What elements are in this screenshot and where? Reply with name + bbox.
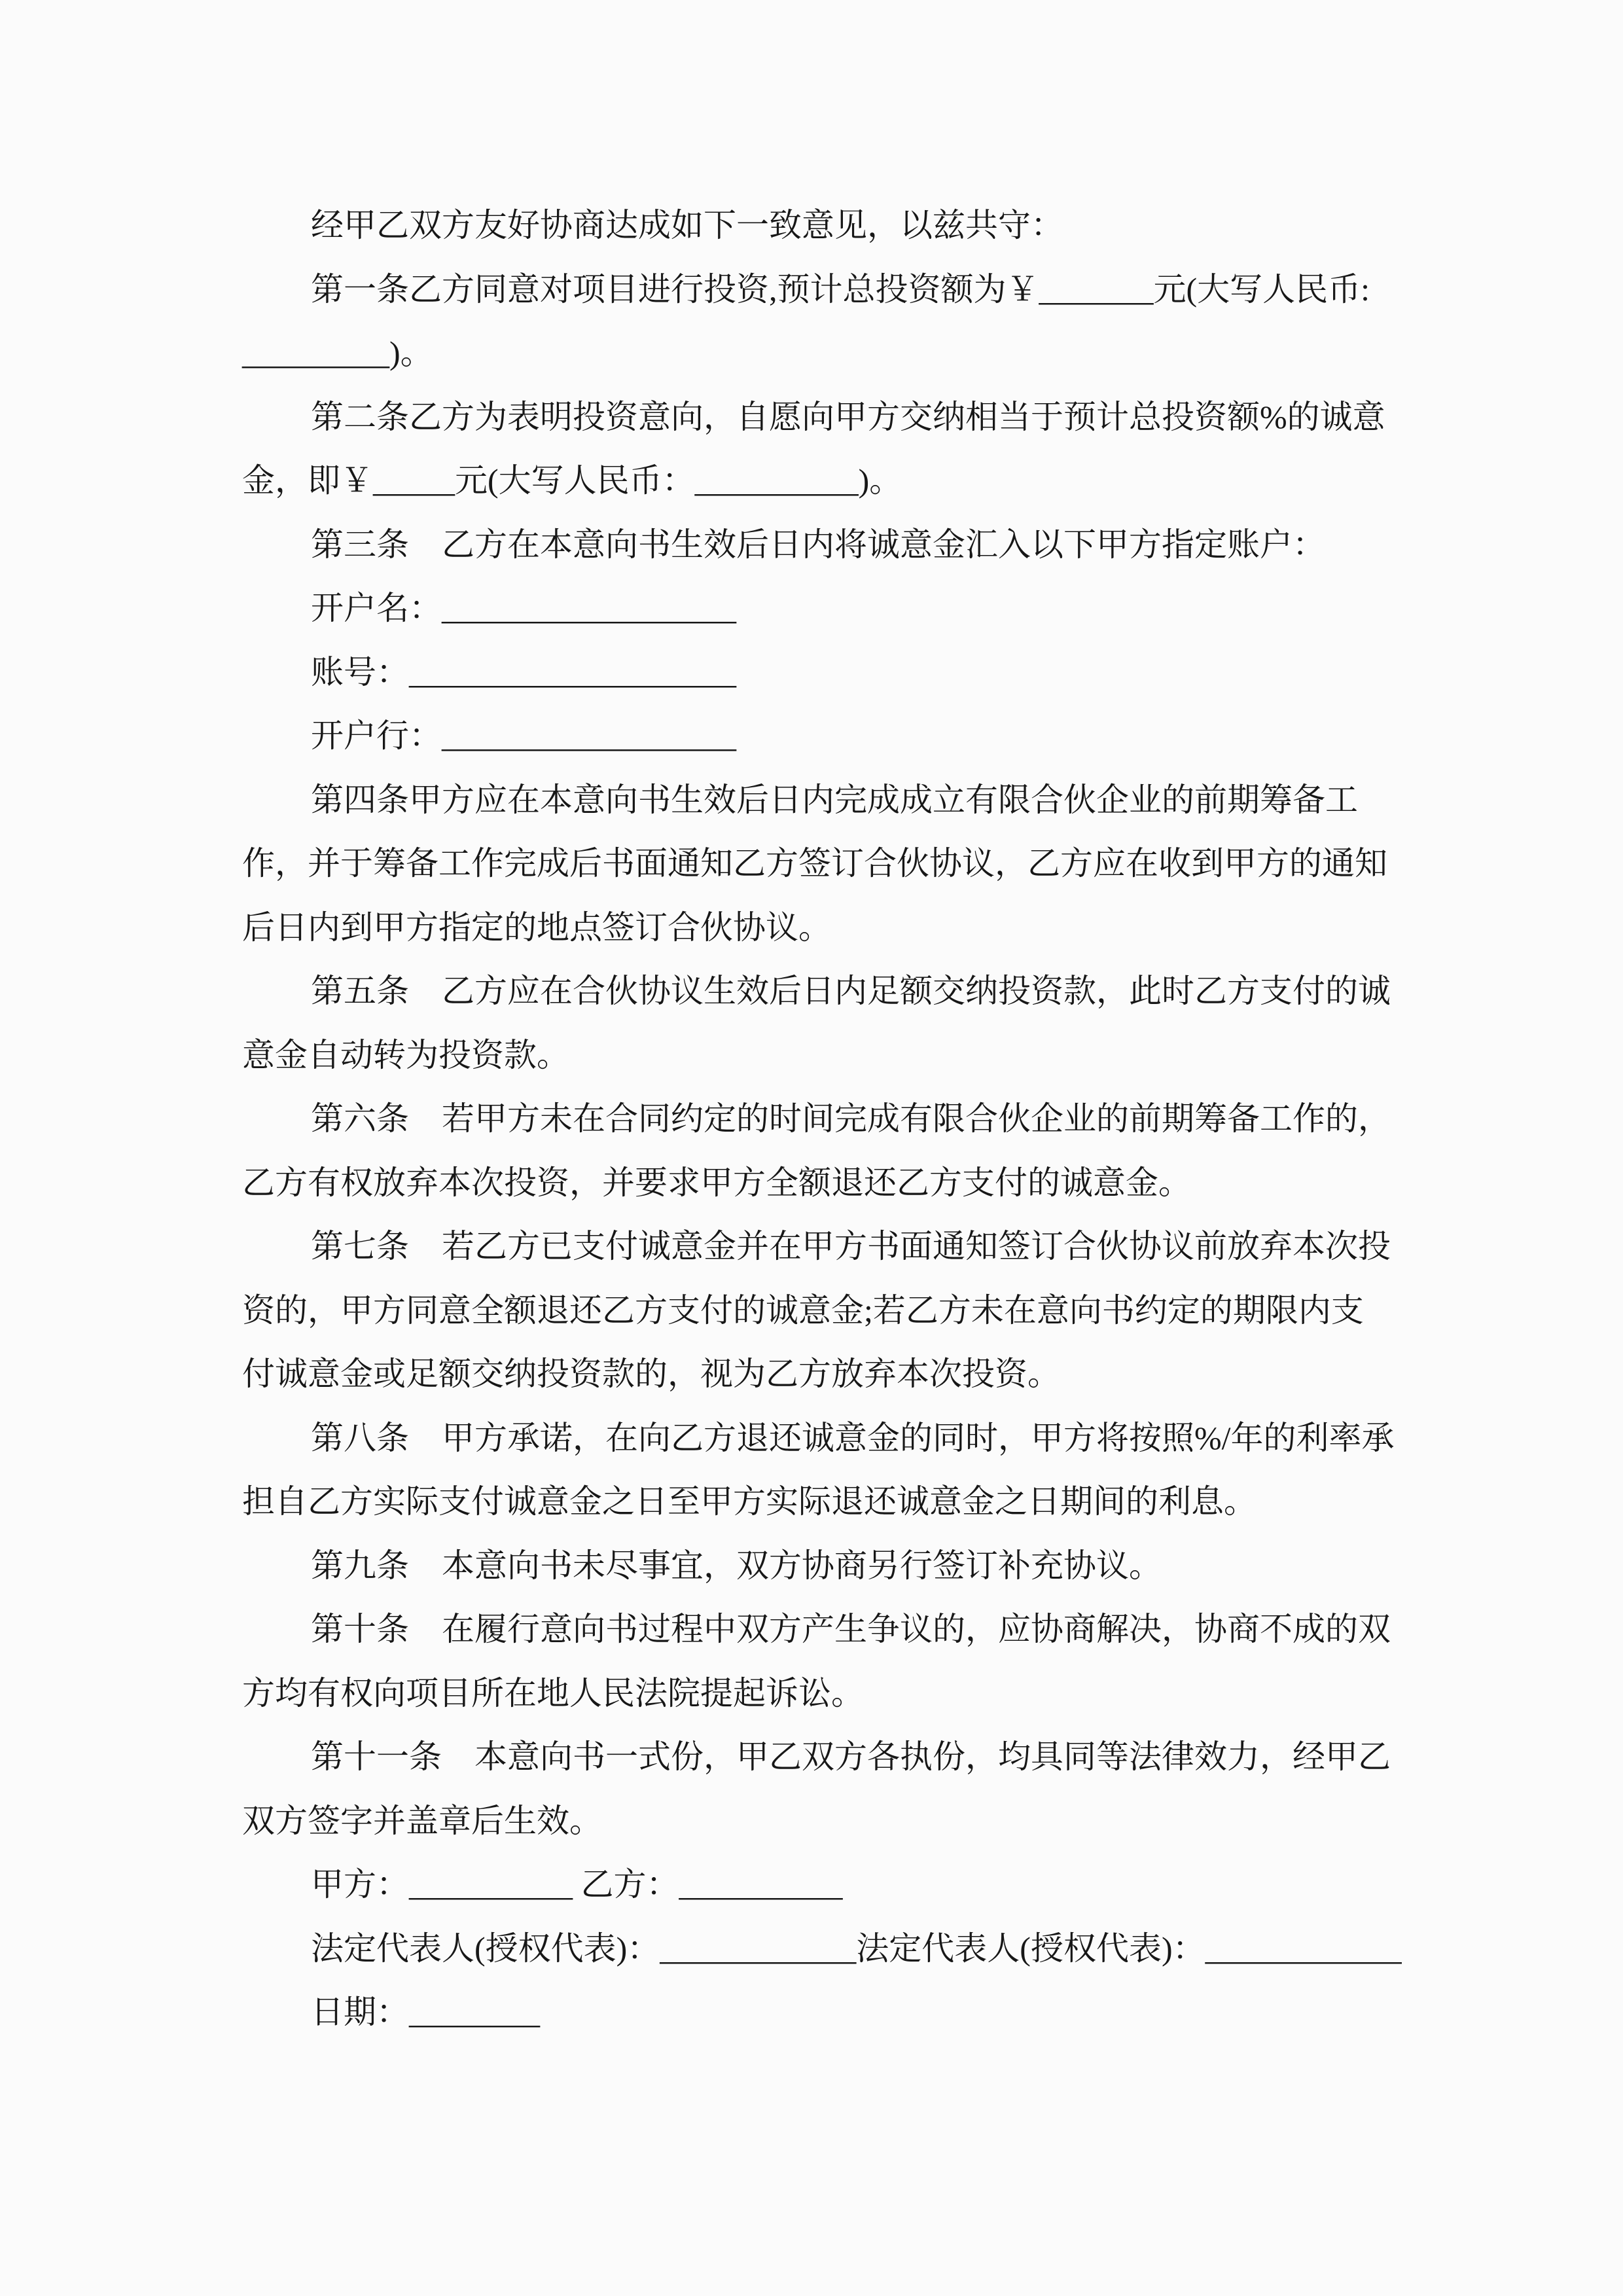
document-line: 方均有权向项目所在地人民法院提起诉讼。 [242,1674,864,1712]
document-line: 后日内到甲方指定的地点签订合伙协议。 [242,908,831,946]
document-line: 意金自动转为投资款。 [242,1036,569,1073]
document-line: _________)。 [242,334,433,371]
document-line: 开户名：__________________ [311,590,736,626]
document-line: 第七条 若乙方已支付诚意金并在甲方书面通知签订合伙协议前放弃本次投 [311,1228,1391,1265]
document-line: 第十一条 本意向书一式份，甲乙双方各执份，均具同等法律效力，经甲乙 [311,1738,1391,1775]
document-line: 第三条 乙方在本意向书生效后日内将诚意金汇入以下甲方指定账户： [311,526,1325,563]
document-line: 第五条 乙方应在合伙协议生效后日内足额交纳投资款，此时乙方支付的诚 [311,973,1391,1009]
document-line: 甲方：__________ 乙方：__________ [311,1866,843,1903]
document-line: 经甲乙双方友好协商达成如下一致意见，以兹共守： [311,207,1063,243]
document-line: 日期：________ [311,1994,540,2030]
document-line: 担自乙方实际支付诚意金之日至甲方实际退还诚意金之日期间的利息。 [242,1483,1257,1520]
document-line: 第八条 甲方承诺，在向乙方退还诚意金的同时，甲方将按照%/年的利率承 [311,1419,1395,1456]
document-line: 第一条乙方同意对项目进行投资,预计总投资额为￥_______元(大写人民币: [311,270,1370,308]
document-line: 付诚意金或足额交纳投资款的，视为乙方放弃本次投资。 [242,1355,1060,1392]
document-line: 金，即￥_____元(大写人民币：__________)。 [242,462,902,499]
document-line: 第四条甲方应在本意向书生效后日内完成成立有限合伙企业的前期筹备工 [311,781,1358,818]
document-line: 双方签字并盖章后生效。 [242,1802,602,1839]
document-line: 第二条乙方为表明投资意向，自愿向甲方交纳相当于预计总投资额%的诚意 [311,398,1385,435]
document-line: 第六条 若甲方未在合同约定的时间完成有限合伙企业的前期筹备工作的， [311,1100,1391,1137]
document-line: 法定代表人(授权代表)：____________法定代表人(授权代表)：____________ [311,1929,1402,1967]
document-line: 第九条 本意向书未尽事宜，双方协商另行签订补充协议。 [311,1547,1162,1584]
document-line: 第十条 在履行意向书过程中双方产生争议的，应协商解决，协商不成的双 [311,1611,1391,1647]
document-line: 账号：____________________ [311,653,736,691]
document-line: 资的，甲方同意全额退还乙方支付的诚意金;若乙方未在意向书约定的期限内支 [242,1291,1364,1329]
document-line: 开户行：__________________ [311,717,736,754]
document-line: 作，并于筹备工作完成后书面通知乙方签订合伙协议，乙方应在收到甲方的通知 [242,845,1387,882]
contract-document [242,194,1486,2045]
document-line: 乙方有权放弃本次投资，并要求甲方全额退还乙方支付的诚意金。 [242,1164,1191,1201]
